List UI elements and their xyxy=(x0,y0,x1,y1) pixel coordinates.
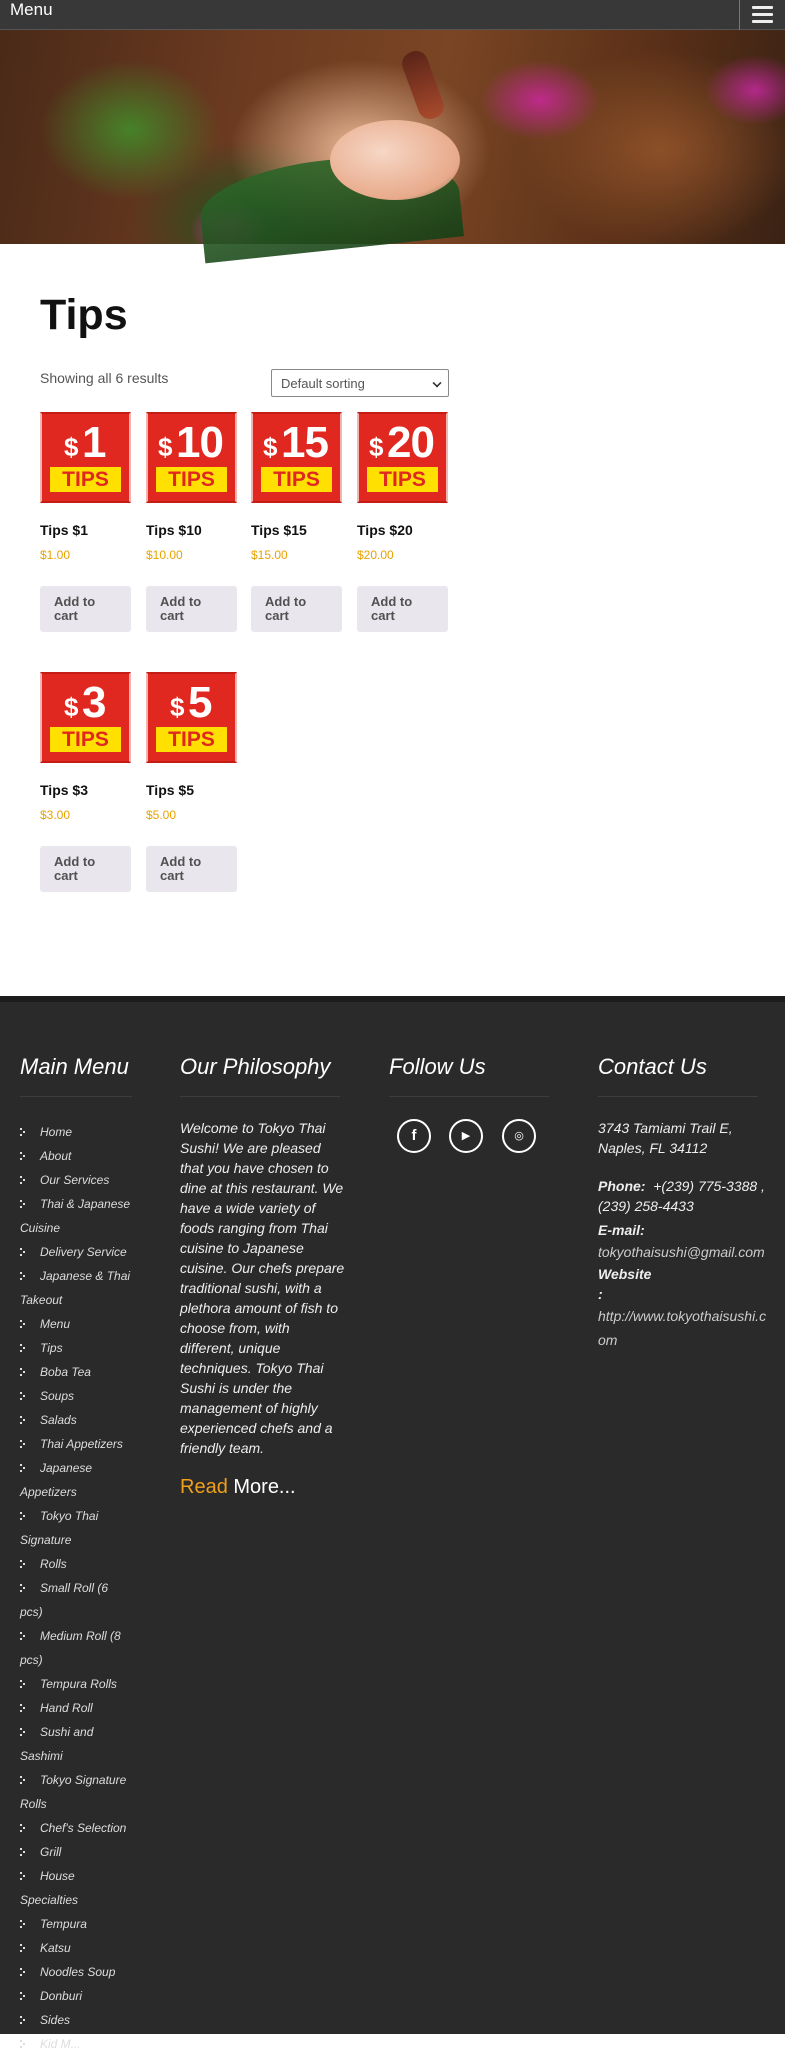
bullet-icon xyxy=(20,1512,26,1521)
footer-menu-item[interactable] xyxy=(20,1336,135,1360)
footer-main-menu xyxy=(20,1120,135,2056)
footer-menu-label: Noodles Soup xyxy=(40,1965,116,1979)
bullet-icon xyxy=(20,2040,26,2049)
product-name[interactable]: Tips $20 xyxy=(357,522,413,538)
footer-menu-label: Grill xyxy=(40,1845,62,1859)
page-title: Tips xyxy=(40,291,128,339)
read-more-link[interactable] xyxy=(180,1476,296,1499)
product-price: $3.00 xyxy=(40,808,71,822)
footer-menu-item[interactable] xyxy=(20,1816,135,1840)
bullet-icon xyxy=(20,1152,26,1161)
bullet-icon xyxy=(20,1560,26,1569)
footer-menu-item[interactable] xyxy=(20,1144,135,1168)
footer-menu-item[interactable] xyxy=(20,1912,135,1936)
footer-menu-label: Tempura Rolls xyxy=(40,1677,117,1691)
tips-badge: TIPS xyxy=(367,467,438,492)
footer-menu-label-cont: Sashimi xyxy=(20,1749,63,1763)
footer-menu-label-cont: Takeout xyxy=(20,1293,63,1307)
tips-badge: TIPS xyxy=(156,467,227,492)
bullet-icon xyxy=(20,1872,26,1881)
bullet-icon xyxy=(20,1824,26,1833)
philosophy-text: Welcome to Tokyo Thai Sushi! We are pleased that you have chosen to dine at this restaurant. We have a wide variety of foods ranging from Thai cuisine to Japanese cuisine. Our chefs prepare traditional sushi, with a plethora amount of fish to choose from, with different, unique techniques. Tokyo Thai Sushi is under the management of highly experienced chefs and a friendly team. xyxy=(180,1120,345,1456)
product-card xyxy=(251,412,343,623)
product-image[interactable] xyxy=(357,412,448,503)
footer-menu-item[interactable] xyxy=(20,1120,135,1144)
footer-menu-item[interactable] xyxy=(20,1936,135,1960)
footer-menu-item[interactable] xyxy=(20,1240,135,1264)
footer-menu-item[interactable] xyxy=(20,2032,135,2056)
footer-menu-label: Japanese xyxy=(40,1461,93,1475)
footer-menu-label: Menu xyxy=(40,1317,71,1331)
product-image[interactable] xyxy=(146,412,237,503)
footer-menu-label-cont: Signature xyxy=(20,1533,72,1547)
bullet-icon xyxy=(20,1944,26,1953)
follow-us-heading: Follow Us xyxy=(389,1054,486,1079)
add-to-cart-button[interactable]: Add to cart xyxy=(146,846,237,892)
product-price: $5.00 xyxy=(146,808,177,822)
product-image[interactable] xyxy=(40,672,131,763)
tips-badge: TIPS xyxy=(50,727,121,752)
product-card xyxy=(357,412,449,623)
footer-menu-item[interactable] xyxy=(20,2008,135,2032)
product-name[interactable]: Tips $5 xyxy=(146,782,194,798)
bullet-icon xyxy=(20,1344,26,1353)
divider xyxy=(20,1096,132,1097)
tip-amount: 10 xyxy=(176,418,223,467)
footer-menu-label: Soups xyxy=(40,1389,75,1403)
shrimp-tail-shape xyxy=(399,48,447,123)
youtube-icon[interactable]: ▶ xyxy=(449,1119,483,1153)
email-link[interactable]: tokyothaisushi@gmail.com xyxy=(598,1244,765,1260)
product-name[interactable]: Tips $10 xyxy=(146,522,202,538)
dollar-sign: $ xyxy=(64,432,79,462)
result-count: Showing all 6 results xyxy=(40,370,169,386)
top-menu-bar xyxy=(0,0,785,30)
instagram-icon[interactable]: ◎ xyxy=(502,1119,536,1153)
product-name[interactable]: Tips $15 xyxy=(251,522,307,538)
tip-amount: 1 xyxy=(82,418,106,467)
bullet-icon xyxy=(20,1848,26,1857)
footer-menu-item[interactable] xyxy=(20,1192,135,1240)
footer-menu-label: Salads xyxy=(40,1413,77,1427)
footer-menu-label: Sides xyxy=(40,2013,71,2027)
website-link[interactable]: http://www.tokyothaisushi.com xyxy=(598,1308,767,1348)
product-price: $1.00 xyxy=(40,548,71,562)
footer-menu-item[interactable] xyxy=(20,1984,135,2008)
footer-menu-item[interactable] xyxy=(20,1840,135,1864)
footer-menu-label: Chef's Selection xyxy=(40,1821,127,1835)
footer-menu-item[interactable] xyxy=(20,1360,135,1384)
dollar-sign: $ xyxy=(158,432,173,462)
footer-menu-label-cont: Specialties xyxy=(20,1893,79,1907)
footer-menu-label: Rolls xyxy=(40,1557,67,1571)
footer-menu-label: Katsu xyxy=(40,1941,71,1955)
footer-menu-label: Small Roll (6 xyxy=(40,1581,109,1595)
dollar-sign: $ xyxy=(170,692,185,722)
product-card xyxy=(146,672,238,883)
footer-menu-item[interactable] xyxy=(20,1960,135,1984)
bullet-icon xyxy=(20,1440,26,1449)
footer-menu-label: About xyxy=(40,1149,72,1163)
footer-menu-label: Medium Roll (8 xyxy=(40,1629,121,1643)
contact-info xyxy=(598,1118,768,1352)
facebook-icon[interactable]: f xyxy=(397,1119,431,1153)
footer-menu-label: Boba Tea xyxy=(40,1365,91,1379)
tips-badge: TIPS xyxy=(50,467,121,492)
footer-menu-item[interactable] xyxy=(20,1168,135,1192)
footer-menu-item[interactable] xyxy=(20,1432,135,1456)
tips-badge: TIPS xyxy=(156,727,227,752)
website-label: Website xyxy=(598,1266,652,1282)
tip-amount: 3 xyxy=(82,678,106,727)
footer-menu-label: Japanese & Thai xyxy=(40,1269,131,1283)
bullet-icon xyxy=(20,1392,26,1401)
bullet-icon xyxy=(20,1632,26,1641)
footer-menu-label-cont: Rolls xyxy=(20,1797,47,1811)
bullet-icon xyxy=(20,1968,26,1977)
dollar-sign: $ xyxy=(64,692,79,722)
philosophy-heading: Our Philosophy xyxy=(180,1054,331,1079)
main-menu-heading: Main Menu xyxy=(20,1054,129,1079)
footer-menu-label-cont: pcs) xyxy=(20,1605,43,1619)
bullet-icon xyxy=(20,1728,26,1737)
add-to-cart-button[interactable]: Add to cart xyxy=(40,586,131,632)
bullet-icon xyxy=(20,1776,26,1785)
footer-menu-item[interactable] xyxy=(20,1504,135,1552)
product-price: $10.00 xyxy=(146,548,183,562)
product-card xyxy=(40,672,132,883)
product-image[interactable] xyxy=(251,412,342,503)
read-more-word: Read xyxy=(180,1476,228,1498)
chevron-down-icon xyxy=(432,378,441,387)
footer-menu-item[interactable] xyxy=(20,1312,135,1336)
footer-menu-label: Thai Appetizers xyxy=(40,1437,123,1451)
menu-label[interactable]: Menu xyxy=(10,0,53,19)
bullet-icon xyxy=(20,1176,26,1185)
product-name[interactable]: Tips $1 xyxy=(40,522,88,538)
address: 3743 Tamiami Trail E, Naples, FL 34112 xyxy=(598,1120,733,1156)
bullet-icon xyxy=(20,1368,26,1377)
add-to-cart-button[interactable]: Add to cart xyxy=(357,586,448,632)
footer-menu-item[interactable] xyxy=(20,1696,135,1720)
bullet-icon xyxy=(20,1416,26,1425)
contact-us-heading: Contact Us xyxy=(598,1054,707,1079)
footer-menu-label: Thai & Japanese xyxy=(40,1197,131,1211)
bullet-icon xyxy=(20,1128,26,1137)
bullet-icon xyxy=(20,1320,26,1329)
product-price: $20.00 xyxy=(357,548,394,562)
footer-menu-item[interactable] xyxy=(20,1456,135,1504)
divider xyxy=(598,1096,758,1097)
bullet-icon xyxy=(20,1992,26,2001)
bullet-icon xyxy=(20,1464,26,1473)
tip-amount: 15 xyxy=(281,418,328,467)
hamburger-menu-icon[interactable] xyxy=(739,0,785,30)
footer-menu-label: Tokyo Thai xyxy=(40,1509,99,1523)
footer-menu-label-cont: pcs) xyxy=(20,1653,43,1667)
product-card xyxy=(146,412,238,623)
footer-menu-label-cont: Appetizers xyxy=(20,1485,77,1499)
product-card xyxy=(40,412,132,623)
add-to-cart-button[interactable]: Add to cart xyxy=(146,586,237,632)
footer-menu-label: House xyxy=(40,1869,75,1883)
footer-menu-label: Sushi and xyxy=(40,1725,94,1739)
footer-menu-label: Tokyo Signature xyxy=(40,1773,127,1787)
footer-menu-item[interactable] xyxy=(20,1384,135,1408)
bullet-icon xyxy=(20,1920,26,1929)
email-label: E-mail: xyxy=(598,1222,645,1238)
divider xyxy=(389,1096,549,1097)
footer-menu-item[interactable] xyxy=(20,1720,135,1768)
bullet-icon xyxy=(20,2016,26,2025)
phone-value[interactable]: +(239) 775-3388 , (239) 258-4433 xyxy=(598,1178,765,1214)
tips-badge: TIPS xyxy=(261,467,332,492)
footer-menu-label: Hand Roll xyxy=(40,1701,93,1715)
dollar-sign: $ xyxy=(369,432,384,462)
bullet-icon xyxy=(20,1680,26,1689)
website-colon: : xyxy=(598,1286,603,1302)
footer-menu-item[interactable] xyxy=(20,1408,135,1432)
footer-menu-item[interactable] xyxy=(20,1864,135,1912)
footer-menu-item[interactable] xyxy=(20,1624,135,1672)
bullet-icon xyxy=(20,1200,26,1209)
tip-amount: 20 xyxy=(387,418,434,467)
footer-menu-item[interactable] xyxy=(20,1552,135,1576)
footer-menu-label: Home xyxy=(40,1125,73,1139)
read-more-suffix: More... xyxy=(227,1476,296,1498)
dollar-sign: $ xyxy=(263,432,278,462)
hero-banner-image xyxy=(0,30,785,244)
footer-menu-label-cont: Cuisine xyxy=(20,1221,61,1235)
footer-menu-label: Tempura xyxy=(40,1917,87,1931)
footer-menu-label: Our Services xyxy=(40,1173,110,1187)
footer-menu-item[interactable] xyxy=(20,1576,135,1624)
site-footer xyxy=(0,996,785,2051)
product-image[interactable] xyxy=(40,412,131,503)
tip-amount: 5 xyxy=(188,678,212,727)
footer-menu-item[interactable] xyxy=(20,1768,135,1816)
sort-select[interactable] xyxy=(271,369,449,397)
bullet-icon xyxy=(20,1704,26,1713)
bullet-icon xyxy=(20,1272,26,1281)
product-image[interactable] xyxy=(146,672,237,763)
add-to-cart-button[interactable]: Add to cart xyxy=(40,846,131,892)
footer-menu-item[interactable] xyxy=(20,1264,135,1312)
phone-label: Phone: xyxy=(598,1178,646,1194)
sort-select-value: Default sorting xyxy=(281,376,365,391)
footer-menu-item[interactable] xyxy=(20,1672,135,1696)
footer-menu-label: Delivery Service xyxy=(40,1245,127,1259)
product-price: $15.00 xyxy=(251,548,288,562)
bullet-icon xyxy=(20,1584,26,1593)
divider xyxy=(180,1096,340,1097)
footer-menu-label: Donburi xyxy=(40,1989,83,2003)
bullet-icon xyxy=(20,1248,26,1257)
add-to-cart-button[interactable]: Add to cart xyxy=(251,586,342,632)
shrimp-shape xyxy=(330,120,460,200)
footer-menu-label: Kid M... xyxy=(40,2037,81,2051)
footer-menu-label: Tips xyxy=(40,1341,63,1355)
product-name[interactable]: Tips $3 xyxy=(40,782,88,798)
